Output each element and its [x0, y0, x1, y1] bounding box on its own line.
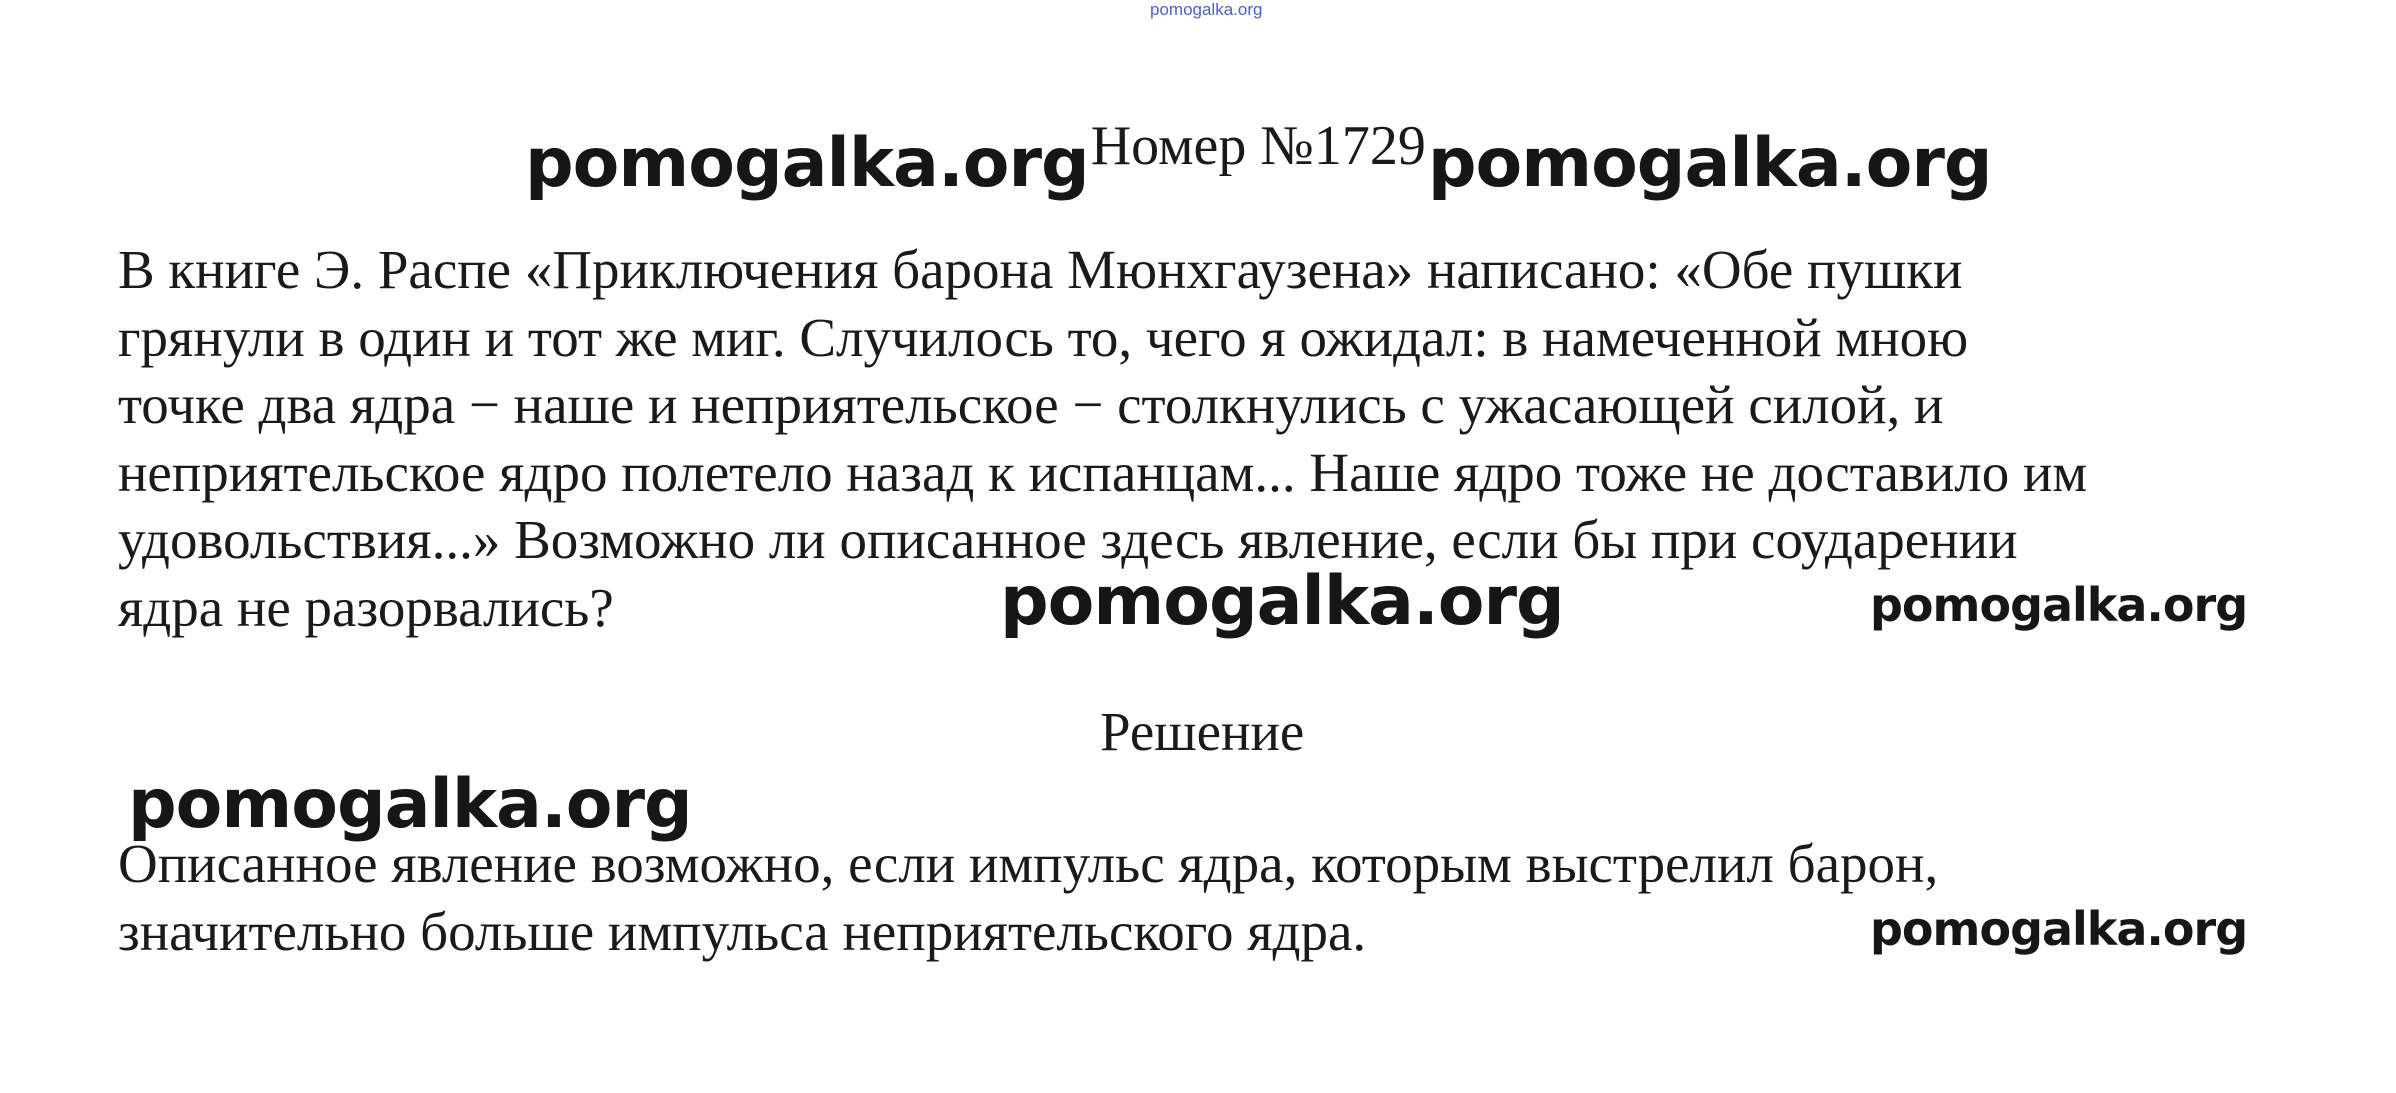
problem-number-title: Номер №1729	[1090, 115, 1426, 177]
problem-line: В книге Э. Распе «Приключения барона Мюнхгаузена» написано: «Обе пушки	[118, 239, 1963, 300]
watermark-title-left: pomogalka.org	[525, 124, 1089, 203]
problem-line: неприятельское ядро полетело назад к испанцам... Наше ядро тоже не доставило им	[118, 441, 2088, 503]
problem-line: удовольствия...» Возможно ли описанное здесь явление, если бы при соударении	[118, 509, 2018, 570]
solution-text	[118, 830, 1938, 965]
site-link[interactable]: pomogalka.org	[1150, 0, 1263, 19]
solution-line: значительно больше импульса неприятельского ядра.	[118, 900, 1367, 962]
watermark-title-right: pomogalka.org	[1427, 124, 1992, 203]
title-row	[525, 115, 1992, 214]
problem-line: грянули в один и тот же миг. Случилось то, чего я ожидал: в намеченной мною	[118, 306, 1969, 368]
solution-heading: Решение	[1100, 701, 1305, 762]
watermark-right-upper: pomogalka.org	[1870, 578, 2248, 632]
solution-line: Описанное явление возможно, если импульс ядра, которым выстрелил барон,	[118, 833, 1939, 894]
problem-line: ядра не разорвались?	[118, 576, 614, 638]
watermark-left-lower: pomogalka.org	[128, 765, 692, 844]
watermark-right-lower: pomogalka.org	[1870, 902, 2248, 956]
watermark-middle: pomogalka.org	[1000, 562, 1564, 641]
problem-line: точке два ядра − наше и неприятельское − столкнулись с ужасающей силой, и	[118, 374, 1944, 435]
